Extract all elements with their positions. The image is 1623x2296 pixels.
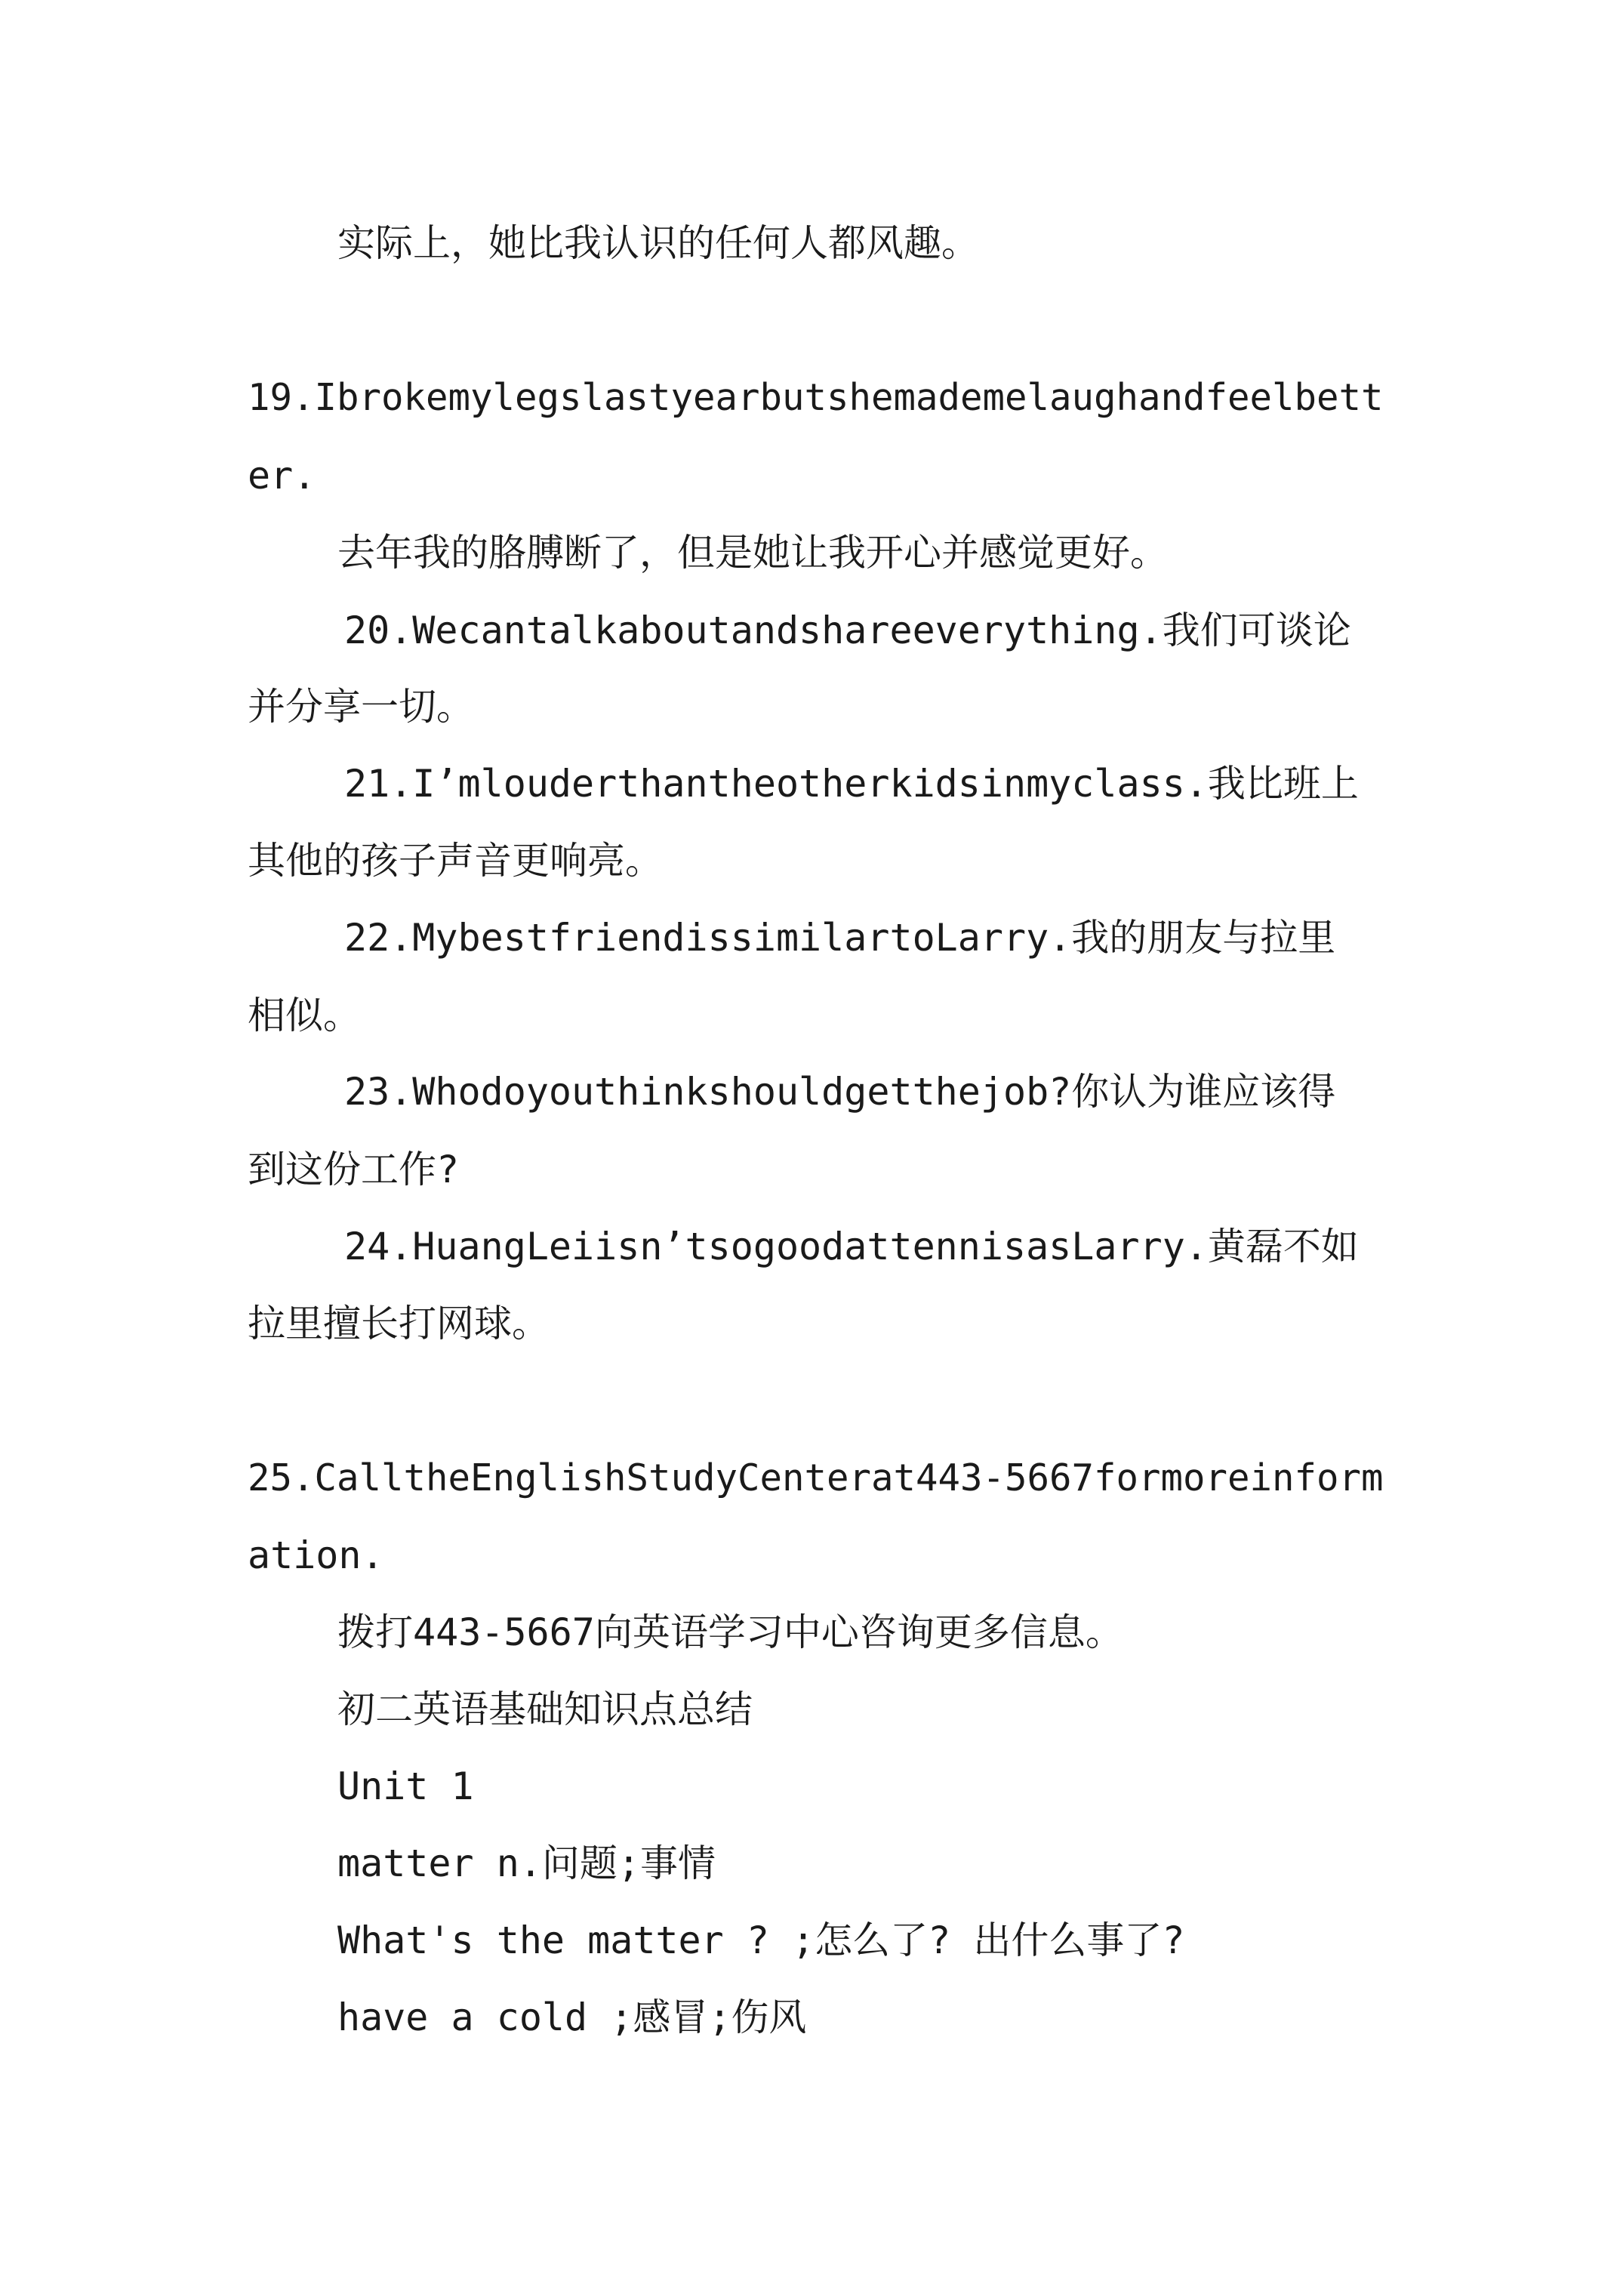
text-line-11: 23.Whodoyouthinkshouldgetthejob?你认为谁应该得 [344,1070,1336,1114]
text-line-13: 24.HuangLeiisn’tsogoodattennisasLarry.黄磊不如 [344,1225,1359,1268]
text-line-10: 相似。 [248,994,361,1037]
text-line-2: 19.Ibrokemylegslastyearbutshemademelaughandfeelbett [248,376,1384,419]
text-line-4: 去年我的胳膊断了，但是她让我开心并感觉更好。 [337,531,1168,575]
text-line-8: 其他的孩子声音更响亮。 [248,839,663,883]
text-line-16: ation. [248,1533,384,1577]
text-line-3: er. [248,454,316,498]
vocab-line-2: What's the matter ? ;怎么了? 出什么事了? [337,1918,1185,1962]
text-line-15: 25.CalltheEnglishStudyCenterat443-5667formoreinform [248,1456,1384,1499]
text-line-17: 拨打443-5667向英语学习中心咨询更多信息。 [337,1610,1123,1654]
text-line-5: 20.Wecantalkaboutandshareeverything.我们可谈论 [344,609,1351,652]
text-line-6: 并分享一切。 [248,685,474,729]
text-line-1: 实际上，她比我认识的任何人都风趣。 [337,221,979,265]
vocab-line-3: have a cold ;感冒;伤风 [337,1996,807,2039]
text-line-14: 拉里擅长打网球。 [248,1302,550,1345]
text-line-9: 22.MybestfriendissimilartoLarry.我的朋友与拉里 [344,916,1336,960]
section-heading: 初二英语基础知识点总结 [337,1687,753,1731]
text-line-7: 21.I’mlouderthantheotherkidsinmyclass.我比班上 [344,762,1359,806]
text-line-12: 到这份工作? [248,1148,460,1191]
vocab-line-1: matter n.问题;事情 [337,1841,716,1885]
unit-label: Unit 1 [337,1764,474,1808]
